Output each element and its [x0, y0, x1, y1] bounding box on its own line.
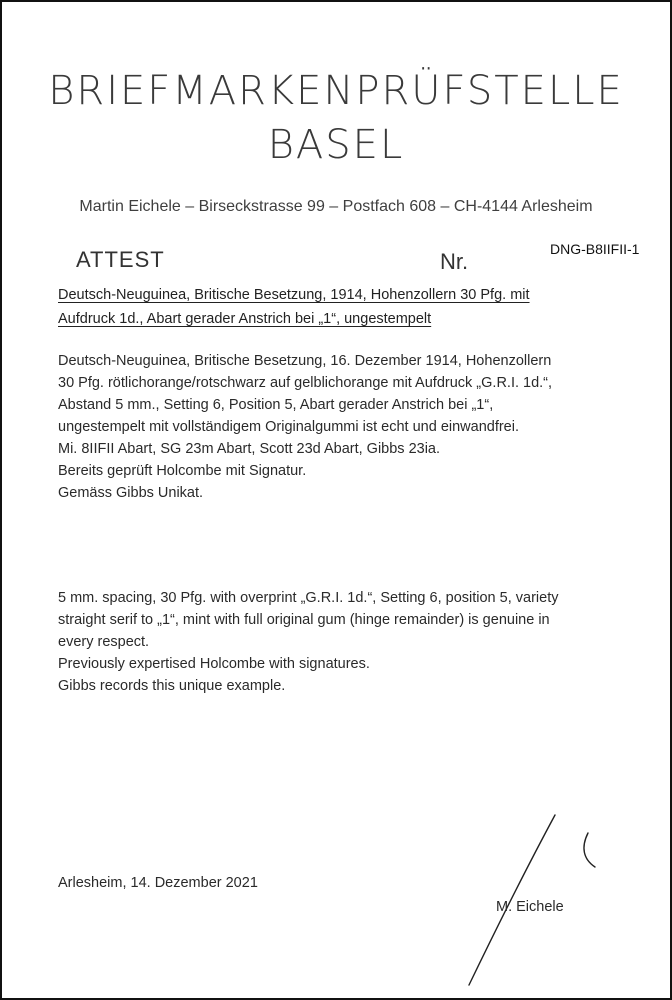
german-line: ungestempelt mit vollständigem Originalgummi ist echt und einwandfrei. — [58, 419, 519, 435]
german-line: 30 Pfg. rötlichorange/rotschwarz auf gelblichorange mit Aufdruck „G.R.I. 1d.“, — [58, 375, 553, 391]
place-and-date: Arlesheim, 14. Dezember 2021 — [58, 875, 258, 891]
english-line: Previously expertised Holcombe with signatures. — [58, 656, 370, 672]
number-label: Nr. — [440, 249, 469, 274]
english-description — [58, 587, 658, 697]
institute-title: BRIEFMARKENPRÜFSTELLE — [48, 68, 624, 114]
english-line: every respect. — [58, 634, 150, 650]
german-description — [58, 350, 658, 504]
subject-heading — [58, 283, 628, 331]
english-line: 5 mm. spacing, 30 Pfg. with overprint „G.R.I. 1d.“, Setting 6, position 5, variety — [58, 590, 559, 606]
attest-label: ATTEST — [76, 247, 165, 272]
german-line: Deutsch-Neuguinea, Britische Besetzung, 16. Dezember 1914, Hohenzollern — [58, 353, 552, 369]
german-line: Gemäss Gibbs Unikat. — [58, 485, 204, 501]
subject-line-1: Deutsch-Neuguinea, Britische Besetzung, 1914, Hohenzollern 30 Pfg. mit — [58, 287, 530, 303]
german-line: Abstand 5 mm., Setting 6, Position 5, Abart gerader Anstrich bei „1“, — [58, 397, 494, 413]
german-line: Bereits geprüft Holcombe mit Signatur. — [58, 463, 307, 479]
institute-address: Martin Eichele – Birseckstrasse 99 – Postfach 608 – CH-4144 Arlesheim — [79, 198, 593, 215]
english-line: Gibbs records this unique example. — [58, 678, 286, 694]
german-line: Mi. 8IIFII Abart, SG 23m Abart, Scott 23d Abart, Gibbs 23ia. — [58, 441, 441, 457]
english-line: straight serif to „1“, mint with full original gum (hinge remainder) is genuine in — [58, 612, 550, 628]
subject-line-2: Aufdruck 1d., Abart gerader Anstrich bei „1“, ungestempelt — [58, 311, 432, 327]
reference-number: DNG-B8IIFII-1 — [550, 241, 640, 257]
signer-name: M. Eichele — [496, 899, 564, 915]
institute-city: BASEL — [267, 122, 405, 168]
